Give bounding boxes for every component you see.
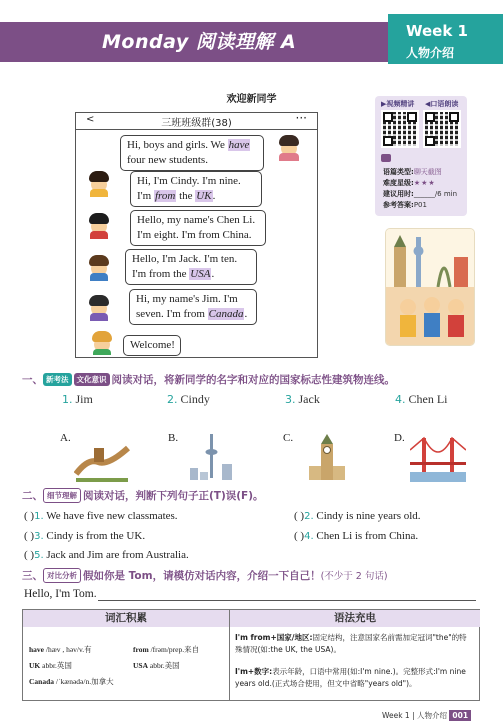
audio-qr-code[interactable] — [423, 110, 461, 148]
chat-bubble-jim: Hi, my name's Jim. I'm seven. I'm from Canada. — [129, 289, 257, 325]
passage-title: 欢迎新同学 — [226, 94, 277, 105]
video-qr-code[interactable] — [381, 110, 419, 148]
landmarks-illustration — [385, 228, 475, 346]
tf-item-4[interactable]: ( )4. Chen Li is from China. — [294, 530, 419, 542]
more-icon: ··· — [295, 111, 307, 125]
chat-title-bar — [76, 113, 317, 130]
chat-bubble-welcome: Welcome! — [123, 335, 181, 356]
grammar-rule-2: I'm+数字:表示年龄，口语中常用(如:I'm nine.)。完整形式:I'm nine years old.(正式场合使用，但文中省略"years old")。 — [235, 667, 466, 688]
tf-item-5[interactable]: ( )5. Jack and Jim are from Australia. — [24, 549, 189, 561]
chat-bubble-cindy: Hi, I'm Cindy. I'm nine. I'm from the UK. — [130, 171, 262, 207]
video-tag[interactable]: ▶视频精讲 — [381, 100, 415, 108]
week-label: Week 1 — [406, 22, 468, 40]
week-tab — [388, 14, 503, 64]
checkbox-icon — [381, 154, 391, 162]
badge-new-type: 新考法 — [43, 373, 72, 386]
tf-item-3[interactable]: ( )3. Cindy is from the UK. — [24, 530, 146, 542]
great-wall-icon[interactable] — [74, 432, 130, 482]
vocab-heading: 词汇积累 — [23, 610, 229, 627]
match-name-1[interactable]: 1. Jim — [62, 392, 93, 406]
vocab-item-from: from /frəm/prep.来自 — [133, 645, 200, 654]
option-a-label: A. — [60, 432, 71, 444]
answer-row: 参考答案:P01 — [383, 201, 427, 209]
vocab-item-have: have /hæv , həv/v.有 — [29, 645, 92, 654]
grammar-heading: 语法充电 — [230, 610, 480, 627]
badge-detail: 细节理解 — [43, 488, 81, 503]
group-name: 三班班级群(38) — [161, 118, 232, 129]
page-footer: Week 1 | 人物介绍 001 — [382, 710, 471, 721]
star-icon: ★★★ — [413, 179, 436, 187]
chat-bubble-chen-li: Hello, my name's Chen Li. I'm eight. I'm from China. — [130, 210, 266, 246]
vocab-item-usa: USA abbr.美国 — [133, 661, 180, 670]
badge-culture: 文化意识 — [74, 373, 110, 386]
audio-tag[interactable]: ◀口语朗读 — [425, 100, 459, 108]
match-name-4[interactable]: 4. Chen Li — [395, 392, 448, 406]
tf-item-2[interactable]: ( )2. Cindy is nine years old. — [294, 510, 421, 522]
match-name-2[interactable]: 2. Cindy — [167, 392, 210, 406]
match-name-3[interactable]: 3. Jack — [285, 392, 320, 406]
teacher-avatar — [276, 133, 302, 159]
info-panel — [375, 96, 467, 216]
option-b-label: B. — [168, 432, 179, 444]
level-row: 难度星级:★★★ — [383, 179, 436, 187]
chen-li-avatar — [86, 211, 112, 237]
vocab-item-canada: Canada /ˈkænədə/n.加拿大 — [29, 677, 114, 686]
section-2-heading: 二、 细节理解 阅读对话，判断下列句子正(T)误(F)。 — [22, 490, 264, 502]
tf-item-1[interactable]: ( )1. We have five new classmates. — [24, 510, 178, 522]
writing-starter: Hello, I'm Tom. — [24, 588, 97, 600]
box-divider — [229, 610, 230, 700]
tom-avatar — [89, 329, 115, 355]
topic-label: 人物介绍 — [406, 46, 455, 60]
grammar-rule-1: I'm from+国家/地区:固定结构，注意国家名前需加定冠词"the"的特殊情况(如:the UK, the USA)。 — [235, 633, 467, 654]
page-title: Monday 阅读理解 A — [102, 31, 297, 53]
big-ben-icon[interactable] — [299, 432, 355, 482]
section-3-heading: 三、 对比分析 假如你是 Tom，请模仿对话内容，介绍一下自己！(不少于 2 句话) — [22, 570, 388, 582]
golden-gate-bridge-icon[interactable] — [410, 432, 466, 482]
cindy-avatar — [86, 169, 112, 195]
chat-bubble-teacher: Hi, boys and girls. We have four new students. — [120, 135, 264, 171]
vocab-item-uk: UK abbr.英国 — [29, 661, 72, 670]
badge-compare: 对比分析 — [43, 568, 81, 583]
section-1-heading: 一、 新考法 文化意识 阅读对话，将新同学的名字和对应的国家标志性建筑物连线。 — [22, 374, 395, 386]
cn-tower-icon[interactable] — [184, 432, 240, 482]
jack-avatar — [86, 253, 112, 279]
jim-avatar — [86, 293, 112, 319]
writing-line[interactable] — [98, 600, 476, 601]
time-row: 建议用时:______/6 min — [383, 190, 458, 198]
genre-row: 语篇类型:聊天截图 — [383, 168, 442, 176]
option-c-label: C. — [283, 432, 294, 444]
reference-box — [22, 609, 480, 701]
option-d-label: D. — [394, 432, 405, 444]
page-number: 001 — [449, 710, 471, 721]
back-icon: < — [86, 114, 95, 125]
chat-screenshot — [75, 112, 318, 358]
chat-bubble-jack: Hello, I'm Jack. I'm ten. I'm from the USA. — [125, 249, 257, 285]
